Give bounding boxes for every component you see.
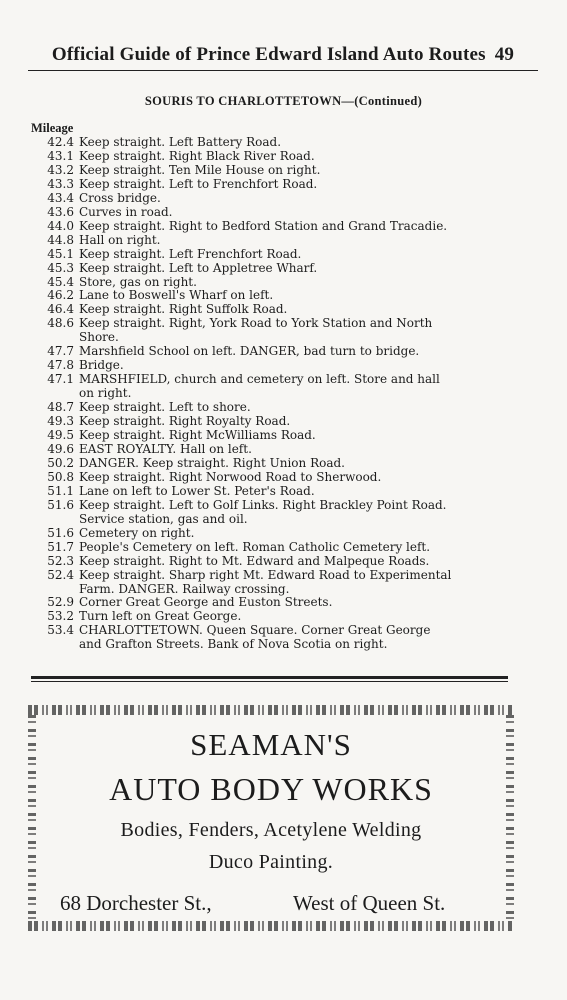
entry-text: Keep straight. Left to Frenchfort Road. xyxy=(79,176,318,191)
route-entry xyxy=(31,164,511,178)
route-entry xyxy=(31,624,511,638)
route-entry xyxy=(31,610,511,624)
route-entry xyxy=(31,485,511,499)
entry-mileage: 43.4 xyxy=(47,190,74,205)
entry-mileage: 49.6 xyxy=(47,441,74,456)
entry-mileage: 47.7 xyxy=(47,344,74,359)
entry-mileage: 53.4 xyxy=(47,623,74,638)
route-entry xyxy=(31,387,511,401)
page-number: 49 xyxy=(494,44,515,65)
entry-text: Bridge. xyxy=(79,358,124,373)
advertisement xyxy=(28,705,514,931)
route-entry xyxy=(31,373,511,387)
route-entry xyxy=(31,206,511,220)
entry-text: Keep straight. Right Suffolk Road. xyxy=(79,302,288,317)
entry-mileage: 49.5 xyxy=(47,428,74,443)
entry-mileage: 48.7 xyxy=(47,400,74,415)
entry-mileage: 52.3 xyxy=(47,553,74,568)
ad-business-name: SEAMAN'S xyxy=(190,727,352,762)
header-title: Official Guide of Prince Edward Island Auto Routes xyxy=(51,44,486,65)
entry-text: EAST ROYALTY. Hall on left. xyxy=(79,441,252,456)
route-entry xyxy=(31,234,511,248)
entry-text: Shore. xyxy=(79,330,119,345)
entry-mileage: 43.3 xyxy=(47,176,74,191)
entry-text: Keep straight. Left to shore. xyxy=(79,400,251,415)
entry-text: and Grafton Streets. Bank of Nova Scotia on right. xyxy=(79,637,388,652)
entry-text: Hall on right. xyxy=(79,232,161,247)
entry-mileage: 51.6 xyxy=(47,497,74,512)
route-entry xyxy=(31,569,511,583)
entry-text: Keep straight. Right Black River Road. xyxy=(79,148,315,163)
route-entry xyxy=(31,541,511,555)
entry-text: Store, gas on right. xyxy=(79,274,197,289)
entry-text: Corner Great George and Euston Streets. xyxy=(79,595,333,610)
mileage-label: Mileage xyxy=(31,121,74,135)
entry-mileage: 42.4 xyxy=(47,135,74,149)
route-entry xyxy=(31,638,511,652)
entry-mileage: 47.1 xyxy=(47,372,74,387)
entry-mileage: 48.6 xyxy=(47,316,74,331)
entry-mileage: 50.8 xyxy=(47,469,74,484)
entry-text: Cross bridge. xyxy=(79,190,161,205)
route-entry xyxy=(31,317,511,331)
route-entry xyxy=(31,192,511,206)
route-entry xyxy=(31,401,511,415)
route-entry xyxy=(31,150,511,164)
entry-text: Keep straight. Right Norwood Road to Sherwood. xyxy=(79,469,382,484)
entry-mileage: 43.6 xyxy=(47,204,74,219)
route-entry xyxy=(31,429,511,443)
entry-mileage xyxy=(31,387,79,401)
entry-mileage: 51.7 xyxy=(47,539,74,554)
ad-business-type: AUTO BODY WORKS xyxy=(109,771,433,807)
entry-text: MARSHFIELD, church and cemetery on left. Store and hall xyxy=(79,372,440,387)
entry-text: Keep straight. Right to Mt. Edward and Malpeque Roads. xyxy=(79,553,430,568)
route-entries xyxy=(31,136,511,652)
entry-mileage: 45.4 xyxy=(47,274,74,289)
entry-mileage: 50.2 xyxy=(47,455,74,470)
route-entry xyxy=(31,596,511,610)
ad-address-note: West of Queen St. xyxy=(293,891,446,915)
entry-mileage xyxy=(31,513,79,527)
entry-mileage: 53.2 xyxy=(47,609,74,624)
entry-mileage: 51.6 xyxy=(47,525,74,540)
ad-border-top xyxy=(28,705,514,715)
entry-mileage: 46.2 xyxy=(47,288,74,303)
entry-text: Lane to Boswell's Wharf on left. xyxy=(79,288,274,303)
entry-mileage: 43.2 xyxy=(47,162,74,177)
entry-mileage: 51.1 xyxy=(47,483,74,498)
entry-text: Keep straight. Ten Mile House on right. xyxy=(79,162,321,177)
route-entry xyxy=(31,331,511,345)
entry-text: Cemetery on right. xyxy=(79,525,195,540)
ad-services: Bodies, Fenders, Acetylene Welding xyxy=(120,819,422,841)
ad-painting: Duco Painting. xyxy=(208,851,334,873)
entry-text: Keep straight. Left Frenchfort Road. xyxy=(79,246,302,261)
route-entry xyxy=(31,415,511,429)
entry-text: CHARLOTTETOWN. Queen Square. Corner Great George xyxy=(79,623,431,638)
entry-mileage: 43.1 xyxy=(47,148,74,163)
route-entry xyxy=(31,262,511,276)
entry-text: People's Cemetery on left. Roman Catholic Cemetery left. xyxy=(79,539,431,554)
entry-text: Keep straight. Right Royalty Road. xyxy=(79,414,291,429)
entry-mileage: 44.0 xyxy=(47,218,74,233)
entry-text: Keep straight. Right to Bedford Station and Grand Tracadie. xyxy=(79,218,448,233)
route-entry xyxy=(31,527,511,541)
entry-mileage: 46.4 xyxy=(47,302,74,317)
entry-text: Keep straight. Left to Appletree Wharf. xyxy=(79,260,318,275)
section-title: SOURIS TO CHARLOTTETOWN—(Continued) xyxy=(144,94,423,108)
entry-text: Keep straight. Right McWilliams Road. xyxy=(79,428,316,443)
ad-border-bottom xyxy=(28,921,514,931)
route-entry xyxy=(31,499,511,513)
ad-address: 68 Dorchester St., xyxy=(60,891,212,915)
route-entry xyxy=(31,457,511,471)
entry-text: Turn left on Great George. xyxy=(79,609,242,624)
entry-text: Keep straight. Right, York Road to York Station and North xyxy=(79,316,433,331)
entry-mileage: 47.8 xyxy=(47,358,74,373)
entry-mileage: 52.4 xyxy=(47,567,74,582)
route-entry xyxy=(31,303,511,317)
entry-mileage: 45.3 xyxy=(47,260,74,275)
route-entry xyxy=(31,359,511,373)
entry-text: Keep straight. Sharp right Mt. Edward Road to Experimental xyxy=(79,567,452,582)
entry-text: Lane on left to Lower St. Peter's Road. xyxy=(79,483,315,498)
route-entry xyxy=(31,248,511,262)
entry-mileage xyxy=(31,331,79,345)
route-entry xyxy=(31,136,511,150)
divider-rule xyxy=(31,676,508,682)
route-entry xyxy=(31,555,511,569)
entry-text: DANGER. Keep straight. Right Union Road. xyxy=(79,455,345,470)
route-entry xyxy=(31,345,511,359)
entry-text: Keep straight. Left Battery Road. xyxy=(79,135,282,149)
route-entry xyxy=(31,276,511,290)
route-entry xyxy=(31,178,511,192)
entry-text: Service station, gas and oil. xyxy=(79,511,248,526)
route-entry xyxy=(31,583,511,597)
entry-mileage: 45.1 xyxy=(47,246,74,261)
entry-text: Curves in road. xyxy=(79,204,173,219)
entry-mileage: 49.3 xyxy=(47,414,74,429)
route-entry xyxy=(31,471,511,485)
route-entry xyxy=(31,289,511,303)
entry-text: Marshfield School on left. DANGER, bad turn to bridge. xyxy=(79,344,420,359)
route-entry xyxy=(31,513,511,527)
entry-mileage: 44.8 xyxy=(47,232,74,247)
route-entry xyxy=(31,220,511,234)
entry-text: Farm. DANGER. Railway crossing. xyxy=(79,581,290,596)
entry-mileage: 52.9 xyxy=(47,595,74,610)
entry-mileage xyxy=(31,583,79,597)
route-entry xyxy=(31,443,511,457)
entry-text: on right. xyxy=(79,386,132,401)
entry-mileage xyxy=(31,638,79,652)
entry-text: Keep straight. Left to Golf Links. Right Brackley Point Road. xyxy=(79,497,447,512)
page-header xyxy=(28,44,538,71)
